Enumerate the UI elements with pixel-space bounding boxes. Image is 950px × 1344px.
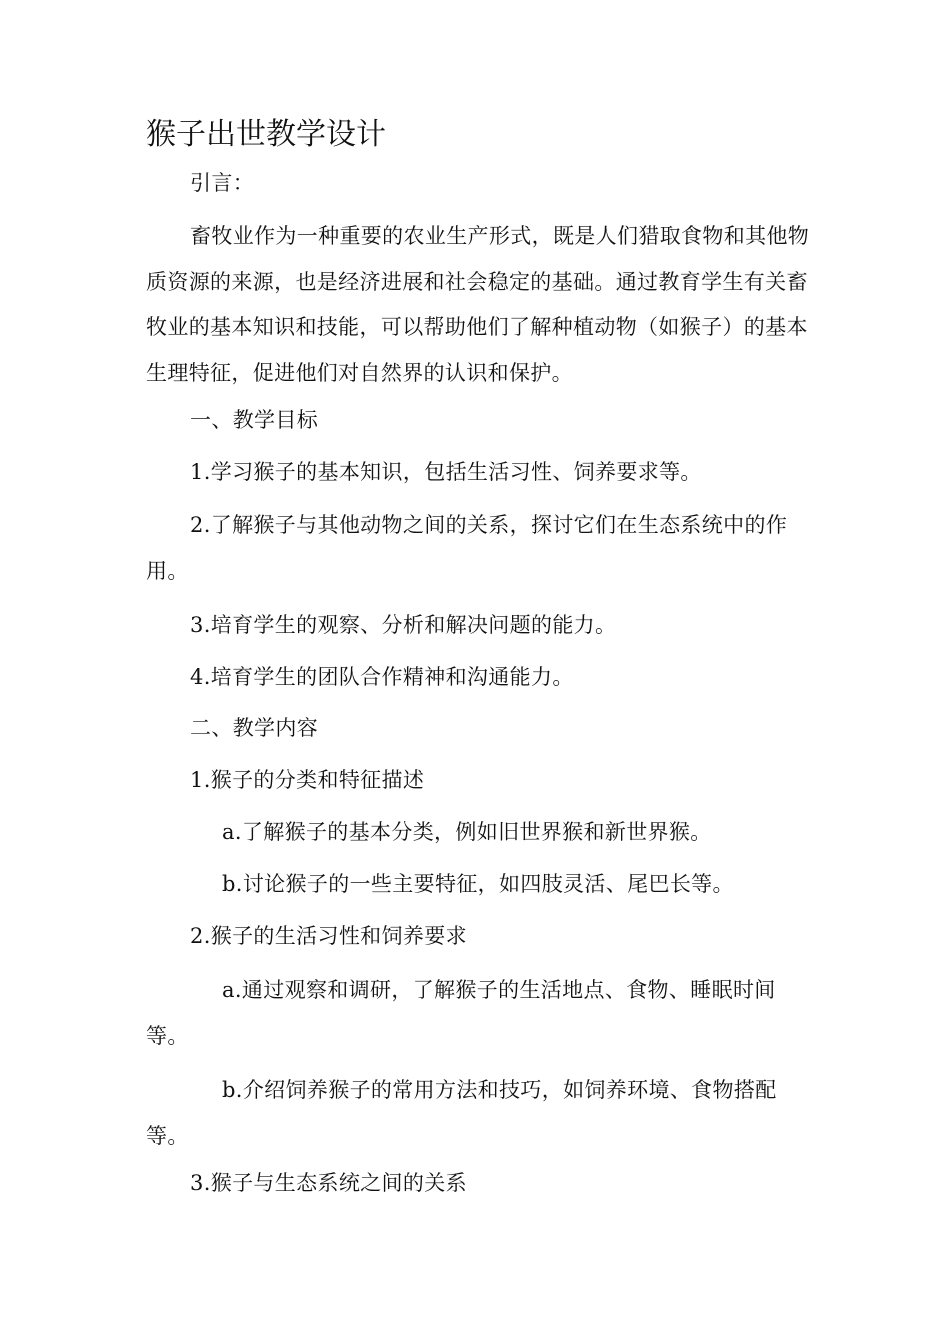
objective-item: 2.了解猴子与其他动物之间的关系，探讨它们在生态系统中的作用。 [146, 513, 788, 583]
content-subitem: a.通过观察和调研，了解猴子的生活地点、食物、睡眠时间等。 [146, 978, 776, 1048]
objective-item: 1.学习猴子的基本知识，包括生活习性、饲养要求等。 [190, 460, 702, 484]
content-subitem: a.了解猴子的基本分类，例如旧世界猴和新世界猴。 [222, 820, 712, 844]
section-heading-objectives: 一、教学目标 [190, 408, 319, 432]
content-item: 1.猴子的分类和特征描述 [190, 768, 425, 792]
objective-item: 3.培育学生的观察、分析和解决问题的能力。 [190, 613, 617, 637]
content-item: 2.猴子的生活习性和饲养要求 [190, 924, 467, 948]
content-item: 3.猴子与生态系统之间的关系 [190, 1171, 467, 1195]
document-title: 猴子出世教学设计 [146, 117, 386, 152]
section-heading-content: 二、教学内容 [190, 716, 319, 740]
objective-item: 4.培育学生的团队合作精神和沟通能力。 [190, 665, 574, 689]
intro-paragraph: 畜牧业作为一种重要的农业生产形式，既是人们猎取食物和其他物质资源的来源，也是经济进展和社会稳定的基础。通过教育学生有关畜牧业的基本知识和技能，可以帮助他们了解种植动物（如猴子）的基本生理特征，促进他们对自然界的认识和保护。 [146, 224, 810, 385]
content-subitem: b.介绍饲养猴子的常用方法和技巧，如饲养环境、食物搭配等。 [146, 1078, 777, 1148]
intro-label: 引言： [190, 171, 255, 195]
content-subitem: b.讨论猴子的一些主要特征，如四肢灵活、尾巴长等。 [222, 872, 734, 896]
